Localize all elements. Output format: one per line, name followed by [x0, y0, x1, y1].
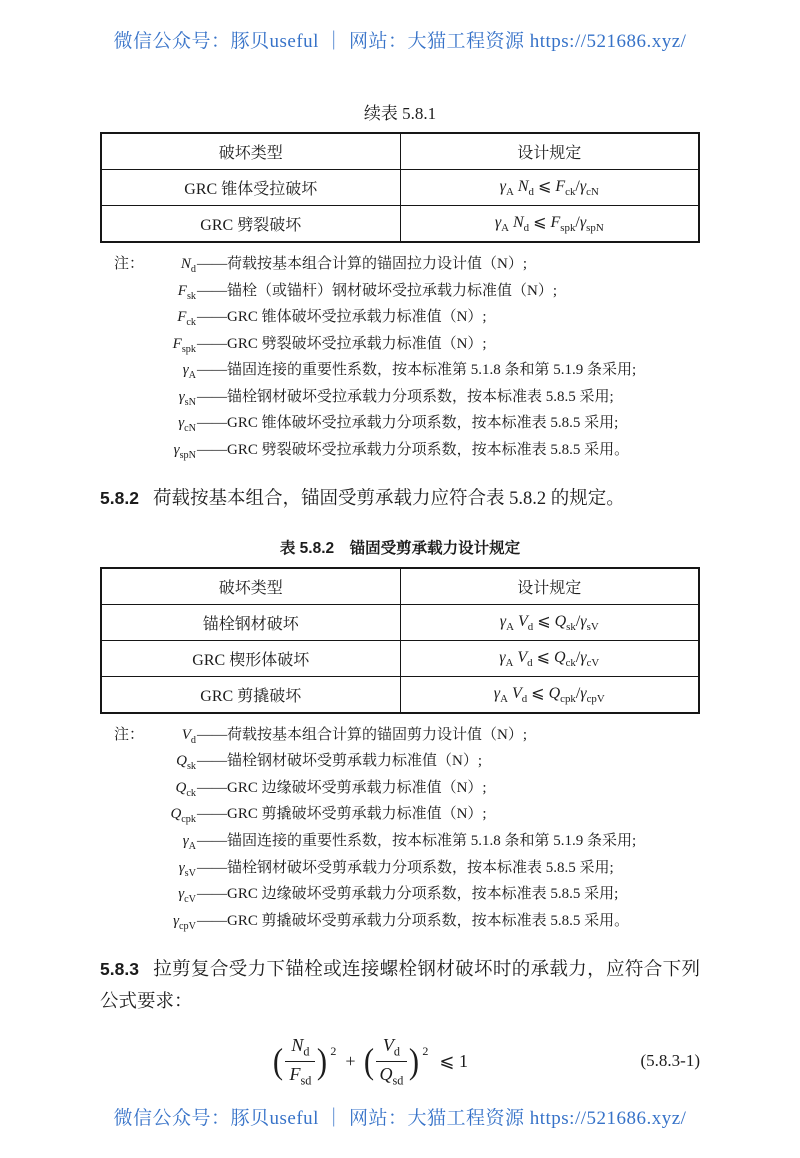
table-row [101, 640, 699, 676]
note-desc: ——GRC 剪撬破坏受剪承载力标准值（N）; [197, 806, 487, 823]
close-paren: ) [409, 1041, 420, 1082]
design-rule-cell: $\gamma_A$ $N_d$ ⩽ $F_{ck}/\gamma_{cN}$ [400, 170, 699, 206]
note-desc: ——锚栓钢材破坏受剪承载力分项系数，按本标准表 5.8.5 采用; [197, 859, 614, 876]
note-symbol: $\gamma_{sV}$ [178, 859, 196, 879]
plus-sign: + [345, 1050, 356, 1071]
table-header-row [101, 568, 699, 605]
note-symbol: $Q_{cpk}$ [170, 806, 196, 826]
fraction-2 [376, 1034, 408, 1089]
note-item [114, 802, 700, 829]
table-5-8-1 [100, 132, 700, 243]
section-text: 荷载按基本组合，锚固受剪承载力应符合表 5.8.2 的规定。 [152, 489, 625, 510]
note-desc: ——GRC 劈裂破坏受拉承载力分项系数，按本标准表 5.8.5 采用。 [197, 441, 630, 458]
note-symbol: $\gamma_{cV}$ [178, 886, 196, 906]
notes-table-582 [114, 723, 700, 935]
design-rule-cell: $\gamma_A$ $N_d$ ⩽ $F_{spk}/\gamma_{spN}$ [400, 206, 699, 243]
note-item [114, 279, 700, 306]
col-header-design-rule: 设计规定 [400, 568, 699, 605]
table-header-row [101, 133, 699, 170]
note-desc: ——GRC 边缘破坏受剪承载力标准值（N）; [197, 779, 487, 796]
watermark-top: 微信公众号：豚贝useful ｜ 网站：大猫工程资源 https://521686.xyz/ [113, 31, 687, 52]
design-rule-cell: $\gamma_A$ $V_d$ ⩽ $Q_{sk}/\gamma_{sV}$ [400, 604, 699, 640]
note-item [114, 438, 700, 465]
exponent: 2 [330, 1043, 337, 1058]
note-label: 注： [114, 726, 145, 743]
note-desc: ——荷载按基本组合计算的锚固剪力设计值（N）; [197, 726, 528, 743]
note-symbol: $\gamma_{cpV}$ [173, 912, 196, 932]
section-text: 拉剪复合受力下锚栓或连接螺栓钢材破坏时的承载力，应符合下列公式要求： [100, 960, 700, 1012]
note-desc: ——锚栓（或锚杆）钢材破坏受拉承载力标准值（N）; [197, 282, 558, 299]
note-desc: ——GRC 剪撬破坏受剪承载力分项系数，按本标准表 5.8.5 采用。 [197, 912, 630, 929]
note-item [114, 776, 700, 803]
watermark-bottom: 微信公众号：豚贝useful ｜ 网站：大猫工程资源 https://521686.xyz/ [113, 1108, 687, 1129]
note-desc: ——锚栓钢材破坏受拉承载力分项系数，按本标准表 5.8.5 采用; [197, 388, 614, 405]
note-item [114, 749, 700, 776]
note-symbol: $F_{sk}$ [177, 282, 196, 302]
numerator: $V_d$ [376, 1034, 408, 1062]
failure-type-cell: GRC 剪撬破坏 [101, 676, 400, 713]
table-row [101, 206, 699, 243]
note-desc: ——GRC 边缘破坏受剪承载力分项系数，按本标准表 5.8.5 采用; [197, 886, 619, 903]
note-desc: ——锚栓钢材破坏受剪承载力标准值（N）; [197, 753, 483, 770]
note-desc: ——GRC 劈裂破坏受拉承载力标准值（N）; [197, 335, 487, 352]
relation: ⩽ 1 [439, 1050, 469, 1071]
col-header-failure-type: 破坏类型 [101, 133, 400, 170]
note-symbol: $F_{ck}$ [177, 309, 196, 329]
design-rule-cell: $\gamma_A$ $V_d$ ⩽ $Q_{ck}/\gamma_{cV}$ [400, 640, 699, 676]
note-desc: ——锚固连接的重要性系数，按本标准第 5.1.8 条和第 5.1.9 条采用; [197, 833, 637, 849]
col-header-design-rule: 设计规定 [400, 133, 699, 170]
note-item [114, 358, 700, 385]
note-symbol: $\gamma_A$ [182, 362, 196, 382]
note-desc: ——GRC 锥体破坏受拉承载力标准值（N）; [197, 309, 487, 326]
note-item [114, 411, 700, 438]
note-symbol: $\gamma_{spN}$ [173, 441, 196, 461]
denominator: $Q_{sd}$ [379, 1063, 404, 1088]
failure-type-cell: GRC 楔形体破坏 [101, 640, 400, 676]
fraction-1 [285, 1034, 315, 1089]
note-symbol: $\gamma_{cN}$ [178, 415, 196, 435]
note-desc: ——锚固连接的重要性系数，按本标准第 5.1.8 条和第 5.1.9 条采用; [197, 362, 637, 379]
denominator: $F_{sd}$ [289, 1063, 312, 1088]
open-paren: ( [363, 1041, 374, 1082]
table-581-caption: 续表 5.8.1 [363, 104, 437, 123]
section-number: 5.8.3 [100, 959, 139, 980]
exponent: 2 [422, 1043, 429, 1058]
note-desc: ——GRC 锥体破坏受拉承载力分项系数，按本标准表 5.8.5 采用; [197, 415, 619, 432]
note-item [114, 332, 700, 359]
note-symbol: $Q_{sk}$ [176, 753, 196, 773]
table-row [101, 676, 699, 713]
note-symbol: $\gamma_A$ [182, 833, 196, 852]
table-582-caption: 表 5.8.2 锚固受剪承载力设计规定 [279, 539, 521, 557]
equation-5-8-3-1 [100, 1034, 700, 1089]
note-item [114, 385, 700, 412]
section-5-8-2 [100, 484, 700, 515]
page-content [0, 99, 800, 1089]
table-row [101, 604, 699, 640]
open-paren: ( [273, 1041, 284, 1082]
equation-body [100, 1034, 641, 1089]
section-number: 5.8.2 [100, 488, 139, 509]
numerator: $N_d$ [285, 1034, 315, 1062]
close-paren: ) [317, 1041, 328, 1082]
note-symbol: $F_{spk}$ [172, 335, 196, 355]
equation-number: (5.8.3-1) [640, 1051, 700, 1071]
table-5-8-2 [100, 567, 700, 714]
failure-type-cell: GRC 劈裂破坏 [101, 206, 400, 243]
note-item [114, 829, 700, 856]
note-item [114, 882, 700, 909]
section-5-8-3 [100, 955, 700, 1018]
failure-type-cell: GRC 锥体受拉破坏 [101, 170, 400, 206]
note-symbol: $Q_{ck}$ [175, 779, 196, 799]
note-desc: ——荷载按基本组合计算的锚固拉力设计值（N）; [197, 256, 528, 272]
note-item [114, 723, 700, 750]
notes-table-581 [114, 252, 700, 464]
note-symbol: $N_d$ [180, 256, 196, 275]
failure-type-cell: 锚栓钢材破坏 [101, 604, 400, 640]
design-rule-cell: $\gamma_A$ $V_d$ ⩽ $Q_{cpk}/\gamma_{cpV}$ [400, 676, 699, 713]
note-symbol: $\gamma_{sN}$ [178, 388, 196, 408]
note-item [114, 909, 700, 936]
note-symbol: $V_d$ [181, 726, 196, 746]
col-header-failure-type: 破坏类型 [101, 568, 400, 605]
note-item [114, 252, 700, 279]
note-item [114, 305, 700, 332]
table-row [101, 170, 699, 206]
note-item [114, 856, 700, 883]
note-label: 注： [114, 256, 145, 272]
